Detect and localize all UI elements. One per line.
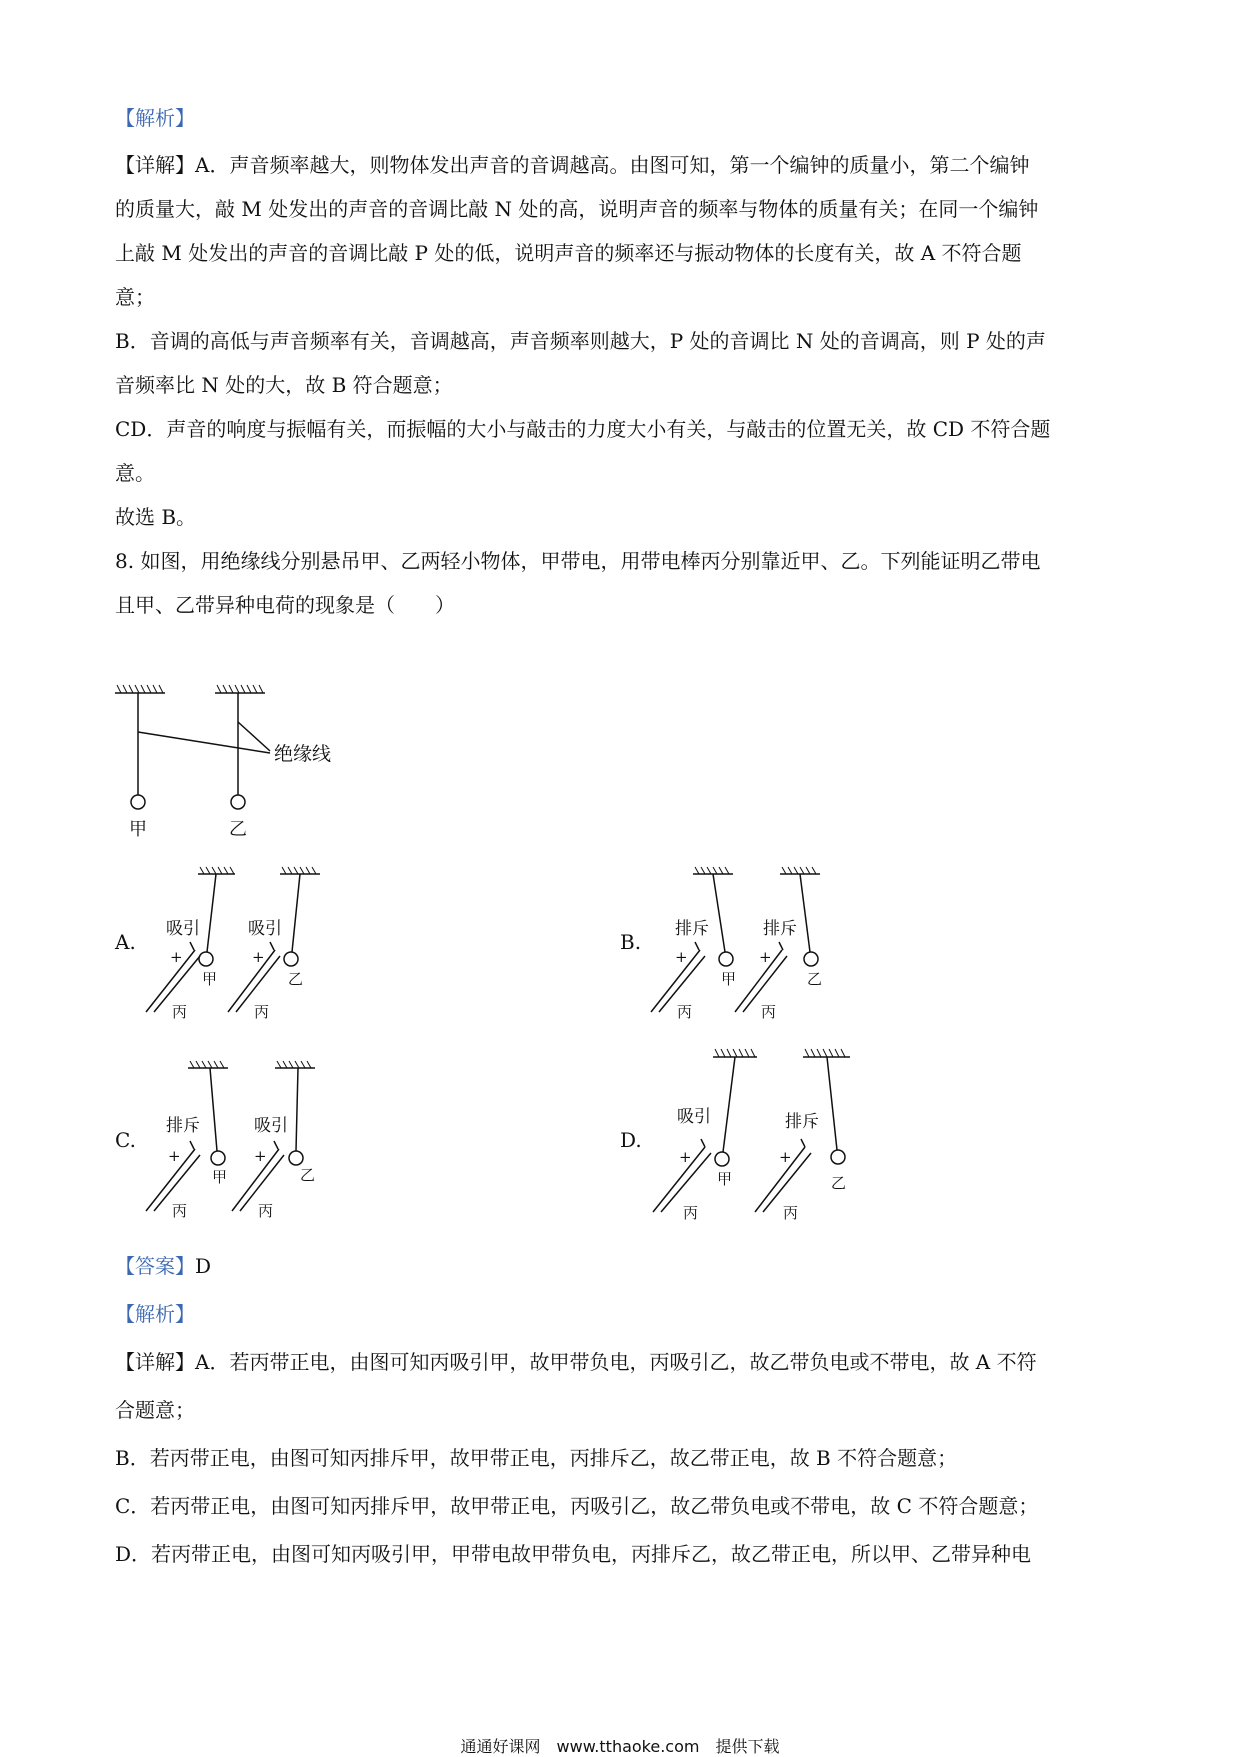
- rod-label: 丙: [254, 1003, 270, 1021]
- ball-yi-label: 乙: [807, 970, 823, 988]
- paragraph-line: 【详解】A．声音频率越大，则物体发出声音的音调越高。由图可知，第一个编钟的质量小，第二个编钟: [115, 153, 1030, 177]
- ball-jia-label: 甲: [202, 970, 218, 988]
- insulating-thread-label: 绝缘线: [274, 743, 332, 765]
- plus-sign: +: [679, 1148, 692, 1166]
- right-action-label: 排斥: [785, 1112, 819, 1132]
- left-action-label: 吸引: [166, 919, 200, 939]
- answer-value: D: [195, 1254, 212, 1278]
- ball-jia-label: 甲: [212, 1168, 228, 1186]
- rod-label: 丙: [783, 1204, 799, 1222]
- option-b-figure: [645, 862, 855, 1027]
- left-action-label: 排斥: [166, 1116, 200, 1136]
- paragraph-line: B．若丙带正电，由图可知丙排斥甲，故甲带正电，丙排斥乙，故乙带正电，故 B 不符合题意；: [115, 1446, 958, 1470]
- paragraph-line: 【详解】A．若丙带正电，由图可知丙吸引甲，故甲带负电，丙吸引乙，故乙带负电或不带电，故 A 不符: [115, 1350, 1037, 1374]
- plus-sign: +: [254, 1147, 267, 1165]
- ball-jia-label: 甲: [721, 970, 737, 988]
- left-action-label: 吸引: [677, 1107, 711, 1127]
- rod-label: 丙: [172, 1003, 188, 1021]
- jia-label: 甲: [129, 819, 147, 840]
- paragraph-line: 意。: [115, 461, 155, 485]
- rod-label: 丙: [677, 1003, 693, 1021]
- suspension-figure: [100, 675, 360, 840]
- analysis-tag: 【解析】: [115, 106, 195, 130]
- answer-line: [115, 1252, 211, 1280]
- rod-label: 丙: [683, 1204, 699, 1222]
- option-d-letter: D.: [620, 1128, 642, 1152]
- question-line: 8. 如图，用绝缘线分别悬吊甲、乙两轻小物体，甲带电，用带电棒丙分别靠近甲、乙。下列能证明乙带电: [115, 549, 1041, 573]
- plus-sign: +: [759, 948, 772, 966]
- plus-sign: +: [675, 948, 688, 966]
- paragraph-line: 上敲 M 处发出的声音的音调比敲 P 处的低，说明声音的频率还与振动物体的长度有关，故 A 不符合题: [115, 241, 1022, 265]
- paragraph-line: 音频率比 N 处的大，故 B 符合题意；: [115, 373, 453, 397]
- question-line: 且甲、乙带异种电荷的现象是（ ）: [115, 593, 455, 617]
- option-c-letter: C.: [115, 1128, 136, 1152]
- answer-tag: 【答案】: [115, 1254, 195, 1278]
- paragraph-line: D．若丙带正电，由图可知丙吸引甲，甲带电故甲带负电，丙排斥乙，故乙带正电，所以甲、乙带异种电: [115, 1542, 1032, 1566]
- option-a-letter: A.: [115, 930, 136, 954]
- option-d-figure: [645, 1042, 875, 1232]
- paragraph-line: 意；: [115, 285, 155, 309]
- right-action-label: 排斥: [763, 919, 797, 939]
- ball-yi-label: 乙: [300, 1166, 316, 1184]
- ball-jia-label: 甲: [717, 1170, 733, 1188]
- plus-sign: +: [779, 1148, 792, 1166]
- yi-label: 乙: [229, 819, 247, 840]
- paragraph-line: CD．声音的响度与振幅有关，而振幅的大小与敲击的力度大小有关，与敲击的位置无关，故 CD 不符合题: [115, 417, 1051, 441]
- paragraph-line: C．若丙带正电，由图可知丙排斥甲，故甲带正电，丙吸引乙，故乙带负电或不带电，故 C 不符合题意；: [115, 1494, 1039, 1518]
- plus-sign: +: [168, 1147, 181, 1165]
- analysis-tag: 【解析】: [115, 1302, 195, 1326]
- ball-yi-label: 乙: [831, 1174, 847, 1192]
- page-footer: 通通好课网 www.tthaoke.com 提供下载: [460, 1737, 780, 1756]
- ball-yi-label: 乙: [288, 970, 304, 988]
- rod-label: 丙: [172, 1202, 188, 1220]
- rod-label: 丙: [761, 1003, 777, 1021]
- right-action-label: 吸引: [248, 919, 282, 939]
- plus-sign: +: [252, 948, 265, 966]
- option-a-figure: [140, 862, 340, 1027]
- paragraph-line: 的质量大，敲 M 处发出的声音的音调比敲 N 处的高，说明声音的频率与物体的质量有关；在同一个编钟: [115, 197, 1039, 221]
- plus-sign: +: [170, 948, 183, 966]
- paragraph-line: 故选 B。: [115, 505, 197, 529]
- paragraph-line: B．音调的高低与声音频率有关，音调越高，声音频率则越大，P 处的音调比 N 处的音调高，则 P 处的声: [115, 329, 1046, 353]
- paragraph-line: 合题意；: [115, 1398, 195, 1422]
- option-b-letter: B.: [620, 930, 642, 954]
- left-action-label: 排斥: [675, 919, 709, 939]
- right-action-label: 吸引: [254, 1116, 288, 1136]
- rod-label: 丙: [258, 1202, 274, 1220]
- option-c-figure: [140, 1056, 340, 1226]
